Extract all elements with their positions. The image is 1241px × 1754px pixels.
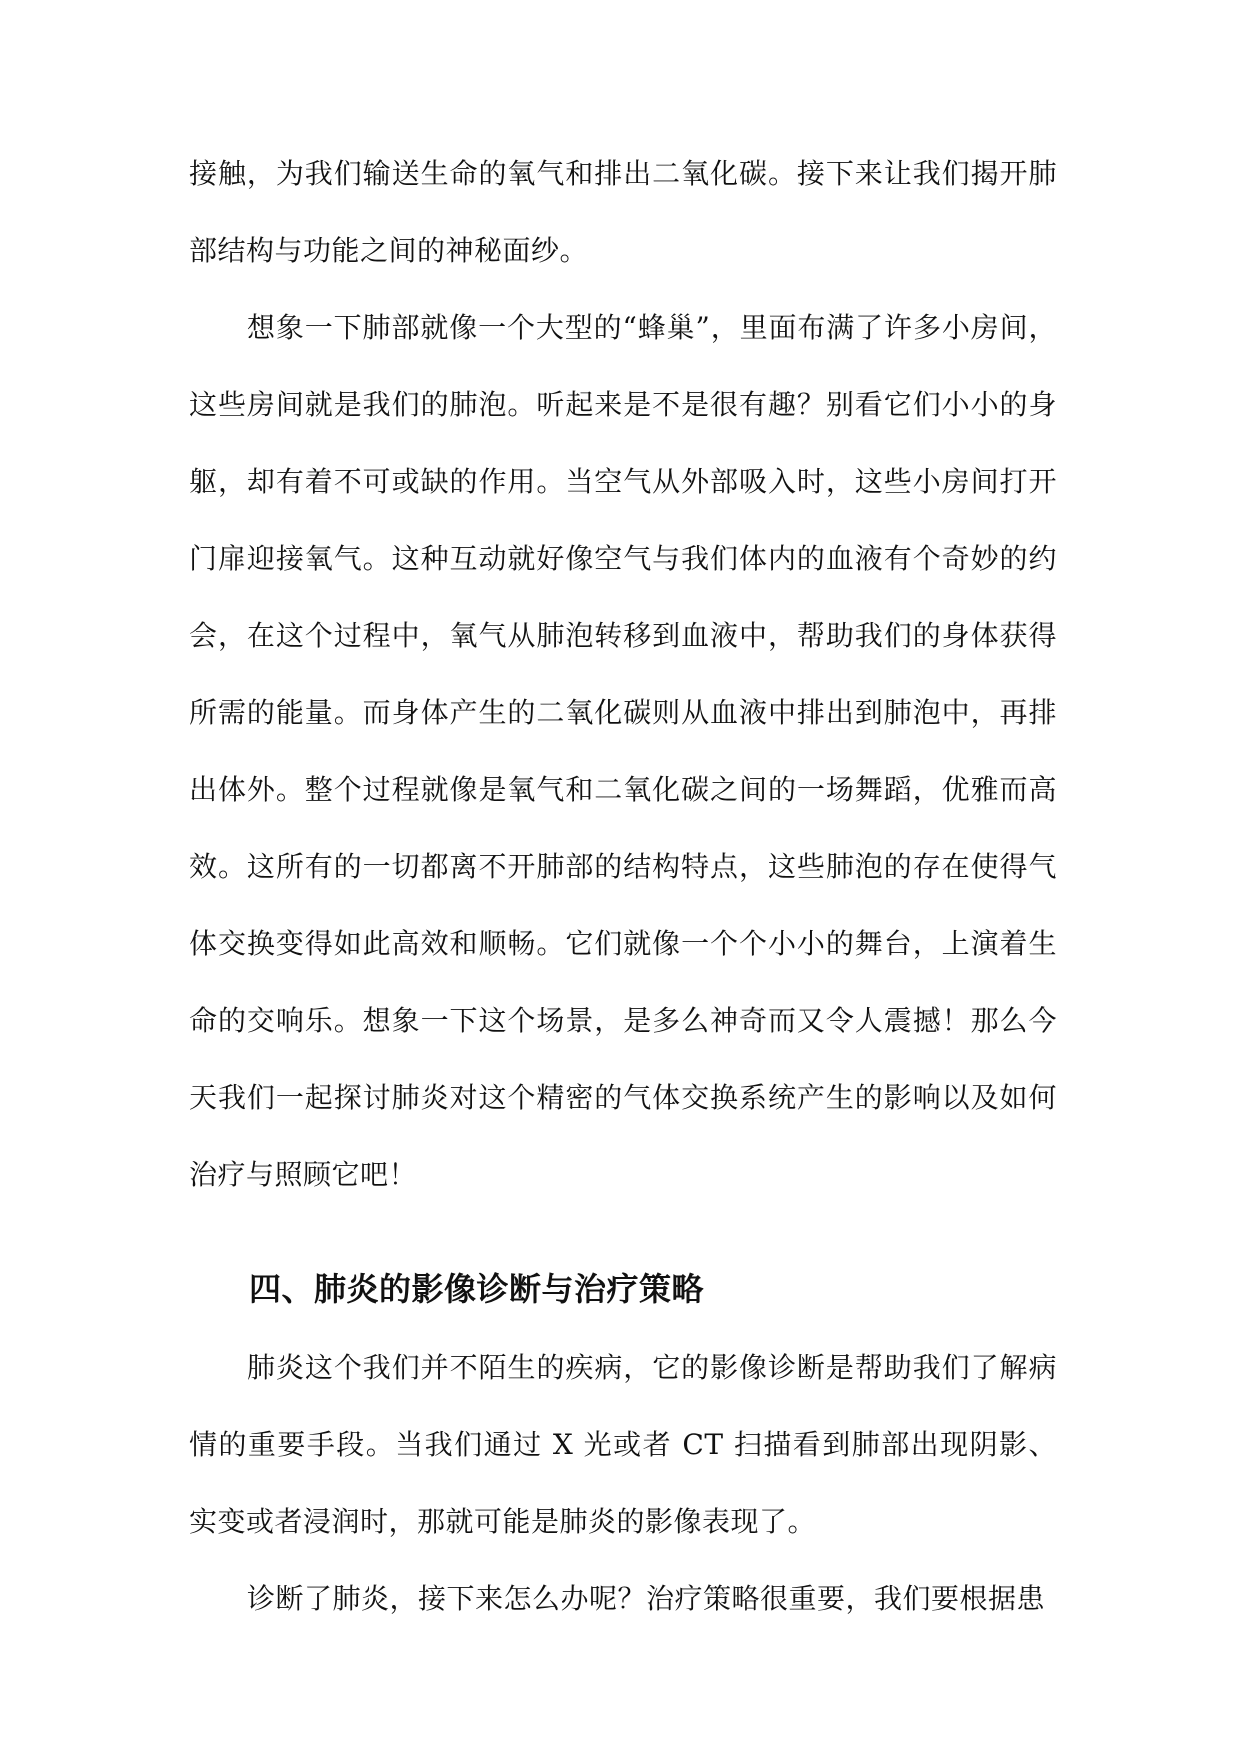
section-heading: 四、肺炎的影像诊断与治疗策略 xyxy=(249,1270,705,1308)
document-body xyxy=(189,135,1057,1637)
paragraph-continuation: 接触，为我们输送生命的氧气和排出二氧化碳。接下来让我们揭开肺部结构与功能之间的神秘面纱。 xyxy=(189,157,1057,267)
paragraph-alveoli: 想象一下肺部就像一个大型的“蜂巢”，里面布满了许多小房间，这些房间就是我们的肺泡。听起来是不是很有趣？别看它们小小的身躯，却有着不可或缺的作用。当空气从外部吸入时，这些小房间打开门扉迎接氧气。这种互动就好像空气与我们体内的血液有个奇妙的约会，在这个过程中，氧气从肺泡转移到血液中，帮助我们的身体获得所需的能量。而身体产生的二氧化碳则从血液中排出到肺泡中，再排出体外。整个过程就像是氧气和二氧化碳之间的一场舞蹈，优雅而高效。这所有的一切都离不开肺部的结构特点，这些肺泡的存在使得气体交换变得如此高效和顺畅。它们就像一个个小小的舞台，上演着生命的交响乐。想象一下这个场景，是多么神奇而又令人震撼！那么今天我们一起探讨肺炎对这个精密的气体交换系统产生的影响以及如何治疗与照顾它吧！ xyxy=(189,311,1057,1191)
paragraph-treatment-strategy: 诊断了肺炎，接下来怎么办呢？治疗策略很重要，我们要根据患 xyxy=(247,1582,1046,1615)
paragraph-imaging-diagnosis: 肺炎这个我们并不陌生的疾病，它的影像诊断是帮助我们了解病情的重要手段。当我们通过 X 光或者 CT 扫描看到肺部出现阴影、实变或者浸润时，那就可能是肺炎的影像表现了。 xyxy=(189,1351,1057,1538)
